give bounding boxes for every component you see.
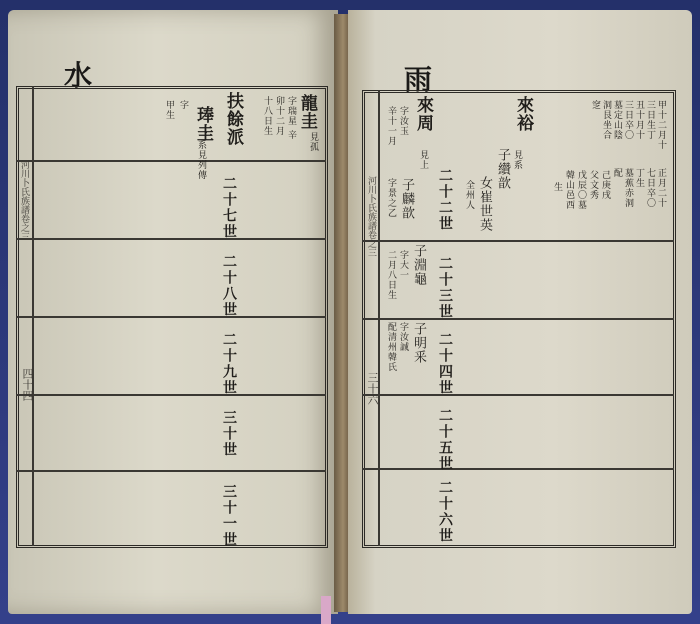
entry-name: 龍圭: [297, 94, 317, 130]
left-row-line: [16, 394, 326, 396]
note-text: 戊辰〇墓: [576, 170, 586, 210]
left-margin-line: [32, 86, 34, 546]
right-row-line: [362, 394, 674, 396]
generation-label: 二十八世: [221, 254, 237, 318]
entry-note: 十八日生: [262, 96, 272, 136]
entry-son: 子麟歆: [399, 178, 414, 220]
entry-note: 字大一: [398, 250, 408, 280]
entry-side-note: 系見列傳: [196, 140, 206, 180]
entry-son: 子淵龜: [411, 244, 426, 286]
note-text: 三日卒〇: [623, 100, 633, 140]
entry-side-note: 見孤: [308, 132, 318, 152]
note-text: 甲十二月十: [656, 100, 666, 150]
entry-side-note: 見上: [418, 150, 428, 170]
right-row-line: [362, 318, 674, 320]
left-row-line: [16, 160, 326, 162]
right-page-number: 三十六: [366, 372, 379, 405]
generation-label: 二十五世: [437, 408, 453, 472]
note-text: 生: [552, 182, 562, 192]
generation-label: 二十二世: [437, 168, 453, 232]
right-row-line: [362, 468, 674, 470]
entry-name: 琫圭: [193, 106, 213, 142]
entry-note: 辛十一月: [386, 106, 396, 146]
note-text: 窆: [590, 100, 600, 110]
entry-side-note: 見系: [512, 150, 522, 170]
note-text: 丁生: [634, 168, 644, 188]
left-row-line: [16, 238, 326, 240]
entry-note: 字汝玉: [398, 106, 408, 136]
entry-name: 來周: [413, 96, 433, 132]
note-text: 洞艮坐合: [601, 100, 611, 140]
entry-name: 來裕: [513, 96, 533, 132]
left-row-line: [16, 316, 326, 318]
entry-note: 全州人: [464, 180, 474, 210]
note-text: 墓定山陰: [612, 100, 622, 140]
right-header-char: 雨: [404, 63, 433, 96]
branch-name: 扶餘派: [223, 92, 243, 146]
generation-label: 三十世: [221, 410, 237, 458]
note-text: 父文秀: [588, 170, 598, 200]
generation-label: 二十三世: [437, 256, 453, 320]
note-text: 墓蕉赤洞: [623, 168, 633, 208]
generation-label: 二十九世: [221, 332, 237, 396]
entry-note: 二月八日生: [386, 250, 396, 300]
note-text: 正月二十: [656, 168, 666, 208]
entry-note: 甲生: [164, 100, 174, 120]
note-text: 七日卒〇: [645, 168, 655, 208]
bookmark-ribbon: [321, 596, 331, 624]
entry-note: 卯十二月: [274, 96, 284, 136]
right-row-line: [362, 240, 674, 242]
entry-note: 字瑞星 辛: [286, 96, 296, 140]
entry-note: 配清州韓氏: [386, 322, 396, 372]
generation-label: 三十一世: [221, 484, 237, 548]
entry-note: 字景之乙: [386, 178, 396, 218]
generation-label: 二十七世: [221, 176, 237, 240]
note-text: 配: [612, 168, 622, 178]
entry-note: 字汝誠: [398, 322, 408, 352]
note-text: 丑十月十: [634, 100, 644, 140]
entry-son: 子纘歆: [495, 148, 510, 190]
generation-label: 二十四世: [437, 332, 453, 396]
left-header-char: 水: [64, 59, 93, 92]
entry-note: 字: [178, 100, 188, 110]
entry-daughter: 女崔世英: [477, 176, 492, 232]
note-text: 三日生丁: [645, 100, 655, 140]
generation-label: 二十六世: [437, 480, 453, 544]
right-margin-title: 河川卜氏族譜卷之三: [366, 176, 376, 257]
right-margin-line: [378, 90, 380, 546]
left-margin-title: 河川卜氏族譜卷之三: [19, 160, 29, 241]
note-text: 韓山邑西: [564, 170, 574, 210]
note-text: 己庚戌: [600, 170, 610, 200]
left-row-line: [16, 470, 326, 472]
left-page-number: 四十四: [21, 368, 34, 401]
entry-son: 子明釆: [411, 322, 426, 364]
